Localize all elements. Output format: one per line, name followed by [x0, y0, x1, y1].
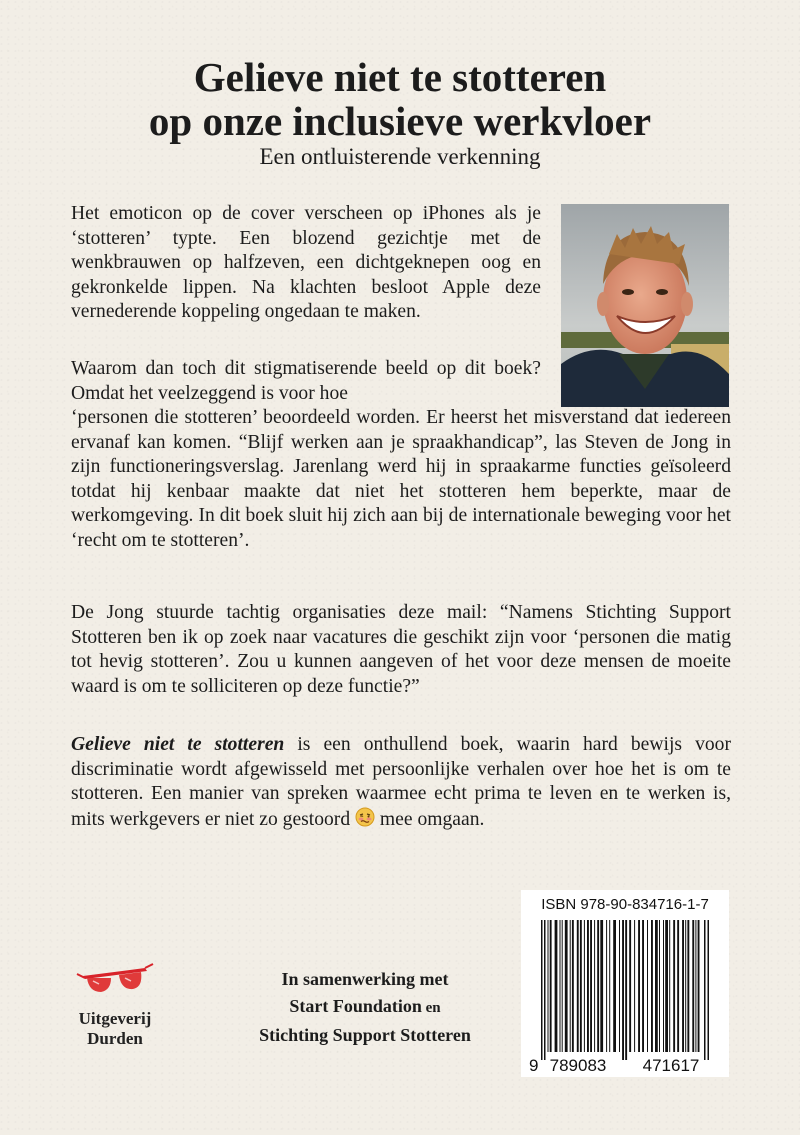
stutter-emoji-icon — [355, 807, 375, 835]
book-subtitle: Een ontluisterende verkenning — [259, 144, 541, 169]
blurb-paragraph-4-end: mee omgaan. — [375, 808, 485, 830]
barcode-bar — [619, 920, 620, 1052]
barcode-bar — [647, 920, 648, 1052]
barcode-bar — [695, 920, 696, 1052]
publisher-name-line-1: Uitgeverij — [78, 1009, 152, 1028]
barcode-bar — [622, 920, 624, 1060]
blurb-paragraph-2-top: Waarom dan toch dit stigmatiserende beeld op dit boek? Omdat het veelzeggend is voor hoe — [71, 358, 541, 404]
sunglasses-logo-icon — [75, 962, 155, 1000]
publisher-logo — [75, 962, 155, 1049]
barcode-bar — [655, 920, 658, 1052]
partners-line-2 — [200, 993, 530, 1022]
blurb-paragraph-2-bottom: ‘personen die stotteren’ beoordeeld worden. Er heerst het misverstand dat iedereen ervanaf kan komen. “Blijf werken aan je spraakhandicap”, las Steven de Jong in zijn functioneringsverslag. Jarenlang werd hij in spraakarme functies geïsoleerd totdat hij kenbaar maakte dat niet het stotteren hem beperkte, maar de werkomgeving. In dit boek sluit hij zich aan bij de internationale beweging voor het ‘recht om te stotteren’. — [71, 407, 731, 551]
barcode-bar — [580, 920, 582, 1052]
publisher-name-line-2: Durden — [87, 1029, 143, 1048]
partner-start-foundation: Start Foundation — [289, 996, 422, 1016]
barcode-bar — [673, 920, 675, 1052]
barcode-bar — [597, 920, 599, 1052]
blurb-paragraph-2 — [71, 357, 731, 553]
barcode-bar — [677, 920, 679, 1052]
blurb-paragraph-3: De Jong stuurde tachtig organisaties deze mail: “Namens Stichting Support Stotteren ben ik op zoek naar vacatures die geschikt zijn voor ‘personen die matig tot hevig stotteren’. Zou u kunnen aangeven of het voor deze mensen de moeite waard is om te solliciteren op deze functie?” — [71, 602, 731, 697]
barcode-bar — [587, 920, 589, 1052]
book-title-line-2: op onze inclusieve werkvloer — [148, 98, 652, 144]
barcode-bar — [560, 920, 561, 1052]
barcode-bar — [629, 920, 631, 1052]
partners-intro: In samenwerking met — [281, 969, 449, 989]
publisher-name — [75, 1009, 155, 1049]
barcode-bar — [682, 920, 684, 1052]
barcode-bar — [685, 920, 686, 1052]
barcode-bar — [541, 920, 543, 1060]
barcode-bar — [562, 920, 563, 1052]
barcode-bar — [665, 920, 668, 1052]
barcode-bar — [548, 920, 549, 1052]
barcode-graphic — [521, 890, 729, 1077]
book-title-mention: Gelieve niet te stotteren — [71, 734, 285, 755]
isbn-label: ISBN 978-90-834716-1-7 — [541, 896, 709, 913]
barcode-bar — [590, 920, 592, 1052]
barcode-bar — [669, 920, 670, 1052]
isbn-barcode — [521, 890, 729, 1077]
barcode-bar — [572, 920, 574, 1052]
barcode-bar — [659, 920, 660, 1052]
barcode-bar — [704, 920, 706, 1060]
barcode-bar — [555, 920, 558, 1052]
barcode-bar — [594, 920, 595, 1052]
barcode-bar — [698, 920, 700, 1052]
barcode-bar — [577, 920, 579, 1052]
barcode-bar — [606, 920, 607, 1052]
barcode-bars — [541, 920, 709, 1060]
barcode-bar — [570, 920, 571, 1052]
barcode-bar — [565, 920, 568, 1052]
partners-block — [200, 966, 530, 1049]
barcode-digits-left: 789083 — [549, 1056, 607, 1075]
barcode-bar — [550, 920, 552, 1052]
book-title-line-1: Gelieve niet te stotteren — [193, 54, 607, 100]
partners-conjunction: en — [421, 1000, 441, 1016]
barcode-bar — [613, 920, 616, 1052]
barcode-bar — [544, 920, 546, 1060]
barcode-bar — [708, 920, 710, 1060]
barcode-bar — [687, 920, 689, 1052]
barcode-bar — [642, 920, 644, 1052]
barcode-bar — [638, 920, 640, 1052]
partner-stichting-support-stotteren: Stichting Support Stotteren — [259, 1025, 471, 1045]
blurb-paragraph-4-text: is een onthullend boek, waarin hard bewijs voor discriminatie wordt afgewisseld met persoonlijke verhalen over hoe het is om te stotteren. Een manier van spreken waarmee echt prima te leven en te werken is, mits werkgevers er niet zo gestoord — [71, 734, 732, 830]
barcode-bar — [600, 920, 603, 1052]
barcode-bar — [663, 920, 664, 1052]
barcode-bar — [625, 920, 627, 1060]
barcode-digit-first: 9 — [529, 1056, 539, 1075]
barcode-bar — [609, 920, 610, 1052]
blurb-paragraph-4 — [71, 733, 731, 834]
barcode-bar — [692, 920, 694, 1052]
barcode-bar — [651, 920, 653, 1052]
blurb-paragraph-1: Het emoticon op de cover verscheen op iPhones als je ‘stotteren’ typte. Een blozend gezichtje met de wenkbrauwen op halfzeven, een dichtgeknepen oog en gekronkelde lippen. Na klachten besloot Apple deze vernederende koppeling ongedaan te maken. — [71, 203, 541, 322]
barcode-bar — [634, 920, 635, 1052]
barcode-digits-right: 471617 — [642, 1056, 700, 1075]
barcode-bar — [584, 920, 585, 1052]
